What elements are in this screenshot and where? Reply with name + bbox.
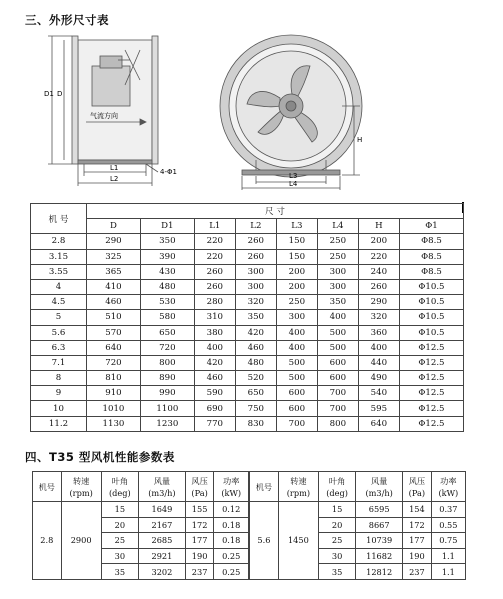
table-cell: 420 [194, 355, 235, 370]
table-cell: 4.5 [31, 295, 87, 310]
table-cell: Φ12.5 [399, 355, 463, 370]
perf-header-top: 机号 [38, 481, 55, 492]
col-phi1: Φ1 [399, 219, 463, 234]
perf-header [431, 472, 465, 502]
table-cell: 25 [101, 533, 138, 549]
perf-header [249, 472, 278, 502]
table-cell: 200 [276, 264, 317, 279]
table-cell: 0.18 [214, 533, 249, 549]
col-L1: L1 [194, 219, 235, 234]
table-cell: 720 [87, 355, 141, 370]
table-cell: 220 [194, 249, 235, 264]
table-cell: 5.6 [31, 325, 87, 340]
perf-header [101, 472, 138, 502]
table-cell: 2.8 [31, 234, 87, 249]
table-cell: Φ8.5 [399, 249, 463, 264]
table-cell: 5 [31, 310, 87, 325]
table-cell: 830 [235, 416, 276, 431]
label-H: H [357, 136, 363, 144]
table-cell: 6595 [356, 502, 403, 518]
table-cell: 0.55 [431, 517, 465, 533]
perf-header [139, 472, 186, 502]
table-cell: 0.12 [214, 502, 249, 518]
table-cell: 300 [276, 310, 317, 325]
table-cell: 350 [317, 295, 358, 310]
table-cell: 690 [194, 401, 235, 416]
table-cell: 400 [358, 340, 399, 355]
col-model: 机 号 [31, 204, 87, 234]
section4-title: 四、T35 型风机性能参数表 [25, 450, 175, 464]
table-cell: Φ12.5 [399, 416, 463, 431]
table-cell: 2685 [139, 533, 186, 549]
table-cell: 365 [87, 264, 141, 279]
table-cell: Φ10.5 [399, 325, 463, 340]
table-cell: 9 [31, 386, 87, 401]
table-cell: 155 [185, 502, 214, 518]
table-cell: 700 [276, 416, 317, 431]
table-cell: 310 [194, 310, 235, 325]
table-cell: 320 [358, 310, 399, 325]
table-cell: 580 [140, 310, 194, 325]
table-row [31, 340, 464, 355]
table-cell: 810 [87, 371, 141, 386]
table-cell: 12812 [356, 564, 403, 580]
table-cell: Φ12.5 [399, 371, 463, 386]
table-cell: 990 [140, 386, 194, 401]
perf-header-top: 机号 [255, 481, 273, 492]
perf-header-top: 功率 [440, 475, 457, 486]
table-cell: 11682 [356, 548, 403, 564]
table-cell: 1.1 [431, 548, 465, 564]
table-cell: 0.75 [431, 533, 465, 549]
table-cell: 1.1 [431, 564, 465, 580]
perf-header [356, 472, 403, 502]
table-cell: 700 [317, 386, 358, 401]
table-cell: 530 [140, 295, 194, 310]
table-cell: 400 [276, 340, 317, 355]
table-cell: 250 [276, 295, 317, 310]
table-cell: Φ12.5 [399, 386, 463, 401]
label-L2: L2 [110, 175, 119, 183]
table-cell: 1230 [140, 416, 194, 431]
perf-header-top: 叶角 [111, 475, 129, 486]
table-cell: 640 [358, 416, 399, 431]
table-row [31, 325, 464, 340]
col-D1: D1 [140, 219, 194, 234]
label-L1: L1 [110, 164, 119, 172]
table-cell: 500 [317, 340, 358, 355]
table-cell: 190 [185, 548, 214, 564]
table-cell: 500 [276, 371, 317, 386]
table-cell: 7.1 [31, 355, 87, 370]
table-cell: Φ10.5 [399, 295, 463, 310]
perf-header-unit: (deg) [326, 487, 348, 498]
table-cell: 260 [358, 279, 399, 294]
perf-header-unit: (kW) [221, 487, 242, 498]
table-cell: 595 [358, 401, 399, 416]
table-cell: 20 [101, 517, 138, 533]
table-cell: 480 [140, 279, 194, 294]
table-cell: 1010 [87, 401, 141, 416]
table-row [31, 264, 464, 279]
perf-header-top: 风量 [370, 475, 388, 486]
table-cell: Φ8.5 [399, 234, 463, 249]
table-cell: 325 [87, 249, 141, 264]
table-row [31, 310, 464, 325]
table-cell: 260 [194, 264, 235, 279]
perf-header [403, 472, 432, 502]
perf-header-top: 叶角 [328, 475, 346, 486]
table-cell: 650 [140, 325, 194, 340]
perf-header-unit: (m3/h) [365, 487, 393, 498]
table-cell: 4 [31, 279, 87, 294]
col-group-dimensions: 尺 寸 [87, 204, 464, 219]
table-cell: 154 [403, 502, 432, 518]
table-cell: 400 [276, 325, 317, 340]
table-cell: 390 [140, 249, 194, 264]
table-cell: 500 [276, 355, 317, 370]
perf-header-top: 功率 [223, 475, 240, 486]
table-cell: 177 [403, 533, 432, 549]
perf-model-cell: 2.8 [33, 502, 62, 580]
table-cell: 10 [31, 401, 87, 416]
side-view [48, 36, 158, 186]
table-cell: 510 [87, 310, 141, 325]
table-cell: 600 [276, 386, 317, 401]
table-cell: 520 [235, 371, 276, 386]
table-cell: 35 [318, 564, 355, 580]
perf-header-top: 转速 [72, 475, 90, 486]
table-cell: 30 [101, 548, 138, 564]
table-cell: 3.55 [31, 264, 87, 279]
table-cell: 0.25 [214, 564, 249, 580]
label-D: D [57, 90, 63, 98]
table-cell: 200 [276, 279, 317, 294]
perf-header-unit: (m3/h) [148, 487, 176, 498]
table-cell: 200 [358, 234, 399, 249]
table-cell: 910 [87, 386, 141, 401]
table-cell: 290 [358, 295, 399, 310]
table-cell: 3.15 [31, 249, 87, 264]
col-H: H [358, 219, 399, 234]
table-cell: 400 [194, 340, 235, 355]
label-L4: L4 [289, 180, 298, 188]
table-cell: 260 [235, 249, 276, 264]
fan-outline-drawing [0, 0, 503, 200]
table-cell: 460 [87, 295, 141, 310]
perf-header-unit: (rpm) [69, 487, 93, 498]
table-cell: 280 [194, 295, 235, 310]
table-row [31, 401, 464, 416]
table-cell: 8667 [356, 517, 403, 533]
table-cell: 640 [87, 340, 141, 355]
table-cell: 300 [235, 264, 276, 279]
table-row [31, 371, 464, 386]
table-cell: 150 [276, 249, 317, 264]
perf-header-top: 风量 [153, 475, 171, 486]
table-cell: 220 [194, 234, 235, 249]
table-cell: Φ10.5 [399, 279, 463, 294]
table-cell: 600 [317, 355, 358, 370]
dimension-table [30, 203, 464, 432]
table-cell: Φ10.5 [399, 310, 463, 325]
perf-header [61, 472, 101, 502]
perf-header-top: 风压 [191, 475, 208, 486]
table-cell: 800 [317, 416, 358, 431]
label-airflow: 气流方向 [90, 112, 118, 120]
table-cell: 2921 [139, 548, 186, 564]
perf-header-unit: (Pa) [408, 487, 426, 498]
table-row [31, 249, 464, 264]
table-cell: 237 [185, 564, 214, 580]
table-cell: 172 [403, 517, 432, 533]
perf-header [318, 472, 355, 502]
table-cell: 540 [358, 386, 399, 401]
table-cell: 600 [276, 401, 317, 416]
label-L3: L3 [289, 172, 298, 180]
table-cell: 11.2 [31, 416, 87, 431]
perf-header [33, 472, 62, 502]
table-cell: 6.3 [31, 340, 87, 355]
table-cell: 220 [358, 249, 399, 264]
table-cell: 720 [140, 340, 194, 355]
table-cell: 360 [358, 325, 399, 340]
table-cell: 35 [101, 564, 138, 580]
table-row [31, 295, 464, 310]
table-cell: 350 [140, 234, 194, 249]
col-L4: L4 [317, 219, 358, 234]
table-cell: 300 [317, 279, 358, 294]
table-cell: 800 [140, 355, 194, 370]
table-cell: 190 [403, 548, 432, 564]
table-cell: 490 [358, 371, 399, 386]
table-cell: 1649 [139, 502, 186, 518]
table-cell: 750 [235, 401, 276, 416]
table-cell: Φ8.5 [399, 264, 463, 279]
perf-header-unit: (Pa) [191, 487, 208, 498]
table-cell: 320 [235, 295, 276, 310]
perf-header-top: 风压 [408, 475, 426, 486]
table-row [31, 234, 464, 249]
table-cell: 400 [317, 310, 358, 325]
table-cell: 440 [358, 355, 399, 370]
perf-model-cell: 5.6 [249, 502, 278, 580]
table-cell: 10739 [356, 533, 403, 549]
table-cell: Φ12.5 [399, 401, 463, 416]
perf-speed-cell: 2900 [61, 502, 101, 580]
table-cell: 600 [317, 371, 358, 386]
table-cell: 410 [87, 279, 141, 294]
table-row [33, 502, 466, 518]
perf-header [214, 472, 249, 502]
table-cell: 890 [140, 371, 194, 386]
front-view [220, 35, 362, 190]
table-row [31, 355, 464, 370]
table-cell: 3202 [139, 564, 186, 580]
table-cell: 430 [140, 264, 194, 279]
table-cell: 30 [318, 548, 355, 564]
table-cell: 590 [194, 386, 235, 401]
table-cell: 237 [403, 564, 432, 580]
table-cell: 500 [317, 325, 358, 340]
table-cell: 0.25 [214, 548, 249, 564]
label-hole: 4-Φ1 [160, 168, 177, 176]
table-cell: 15 [101, 502, 138, 518]
table-cell: 2167 [139, 517, 186, 533]
table-cell: 350 [235, 310, 276, 325]
section3-title: 三、外形尺寸表 [25, 13, 109, 27]
table-cell: 770 [194, 416, 235, 431]
table-cell: 380 [194, 325, 235, 340]
table-cell: 260 [235, 234, 276, 249]
table-cell: 460 [235, 340, 276, 355]
table-cell: 260 [194, 279, 235, 294]
col-L2: L2 [235, 219, 276, 234]
label-D1: D1 [44, 90, 54, 98]
table-cell: 460 [194, 371, 235, 386]
table-row [31, 386, 464, 401]
perf-speed-cell: 1450 [278, 502, 318, 580]
perf-header [278, 472, 318, 502]
table-cell: Φ12.5 [399, 340, 463, 355]
table-cell: 300 [317, 264, 358, 279]
perf-header-unit: (rpm) [286, 487, 311, 498]
table-cell: 8 [31, 371, 87, 386]
table-cell: 1130 [87, 416, 141, 431]
table-row [31, 416, 464, 431]
perf-header-unit: (deg) [108, 487, 131, 498]
table-cell: 300 [235, 279, 276, 294]
table-row [31, 279, 464, 294]
table-cell: 240 [358, 264, 399, 279]
table-cell: 15 [318, 502, 355, 518]
table-cell: 177 [185, 533, 214, 549]
performance-table [32, 471, 466, 580]
table-cell: 1100 [140, 401, 194, 416]
table-cell: 20 [318, 517, 355, 533]
table-cell: 0.18 [214, 517, 249, 533]
perf-header-unit: (kW) [438, 487, 459, 498]
table-cell: 0.37 [431, 502, 465, 518]
table-cell: 700 [317, 401, 358, 416]
table-cell: 480 [235, 355, 276, 370]
table-cell: 290 [87, 234, 141, 249]
perf-header-top: 转速 [290, 475, 307, 486]
table-cell: 420 [235, 325, 276, 340]
perf-header [185, 472, 214, 502]
table-cell: 650 [235, 386, 276, 401]
col-D: D [87, 219, 141, 234]
table-cell: 250 [317, 249, 358, 264]
table-cell: 172 [185, 517, 214, 533]
table-cell: 150 [276, 234, 317, 249]
col-L3: L3 [276, 219, 317, 234]
table-cell: 25 [318, 533, 355, 549]
table-cell: 570 [87, 325, 141, 340]
table-cell: 250 [317, 234, 358, 249]
